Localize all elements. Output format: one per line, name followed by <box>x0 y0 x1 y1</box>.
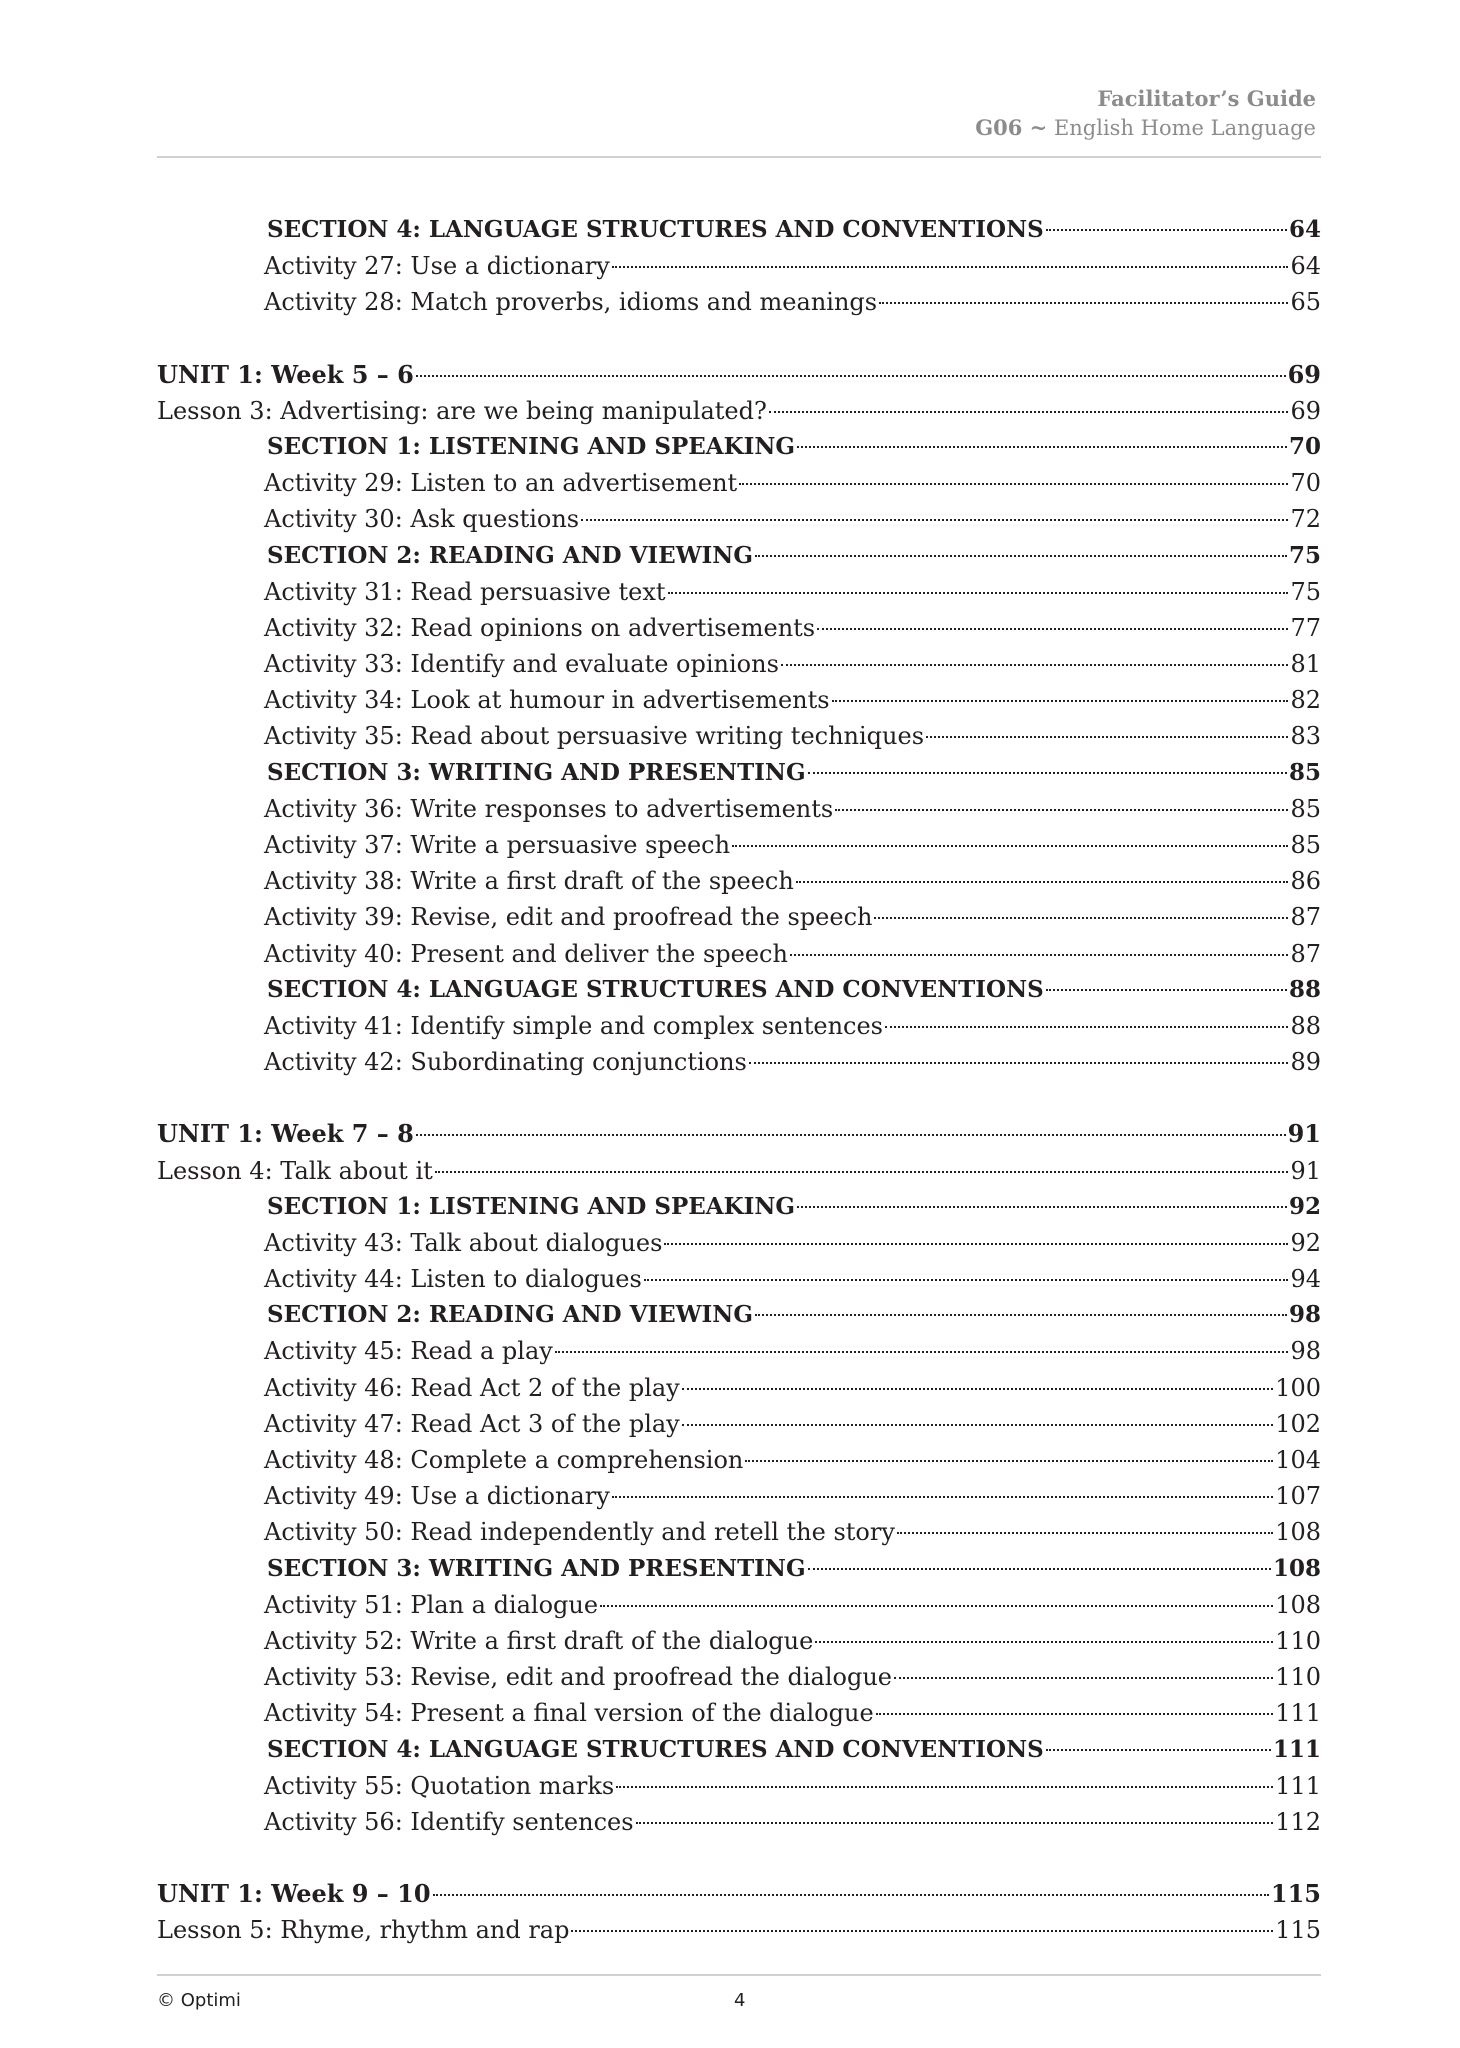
dot-leader <box>1046 1748 1271 1751</box>
toc-entry-label: Activity 44: Listen to dialogues <box>264 1265 642 1294</box>
dot-leader <box>797 1205 1287 1208</box>
header-divider <box>157 156 1321 158</box>
toc-activity-row <box>157 1768 1321 1804</box>
toc-entry-label: Activity 50: Read independently and retell the story <box>264 1518 895 1547</box>
dot-leader <box>885 1025 1288 1028</box>
toc-entry-label: Activity 45: Read a play <box>264 1337 553 1366</box>
toc-entry-page: 87 <box>1290 903 1321 932</box>
toc-entry-page: 108 <box>1275 1518 1321 1547</box>
toc-entry-label: Activity 33: Identify and evaluate opinions <box>264 650 779 679</box>
toc-entry-page: 88 <box>1290 1011 1321 1040</box>
dot-leader <box>879 301 1288 304</box>
dot-leader <box>745 1459 1273 1462</box>
toc-entry-page: 86 <box>1290 867 1321 896</box>
toc-entry-page: 115 <box>1275 1916 1321 1945</box>
toc-activity-row <box>157 1804 1321 1840</box>
toc-entry-page: 70 <box>1288 432 1321 460</box>
dot-leader <box>668 591 1289 594</box>
dot-leader <box>874 916 1288 919</box>
toc-activity-row <box>157 1044 1321 1080</box>
toc-activity-row <box>157 827 1321 863</box>
toc-entry-page: 69 <box>1287 359 1321 389</box>
toc-entry-label: Activity 49: Use a dictionary <box>264 1482 610 1511</box>
dot-leader <box>612 1495 1273 1498</box>
toc-entry-label: Activity 56: Identify sentences <box>264 1807 634 1836</box>
footer-page-number: 4 <box>734 1990 746 2011</box>
toc-activity-row <box>157 1587 1321 1623</box>
toc-entry-page: 98 <box>1288 1301 1321 1329</box>
toc-entry-label: Activity 40: Present and deliver the speech <box>264 939 788 968</box>
toc-entry-label: SECTION 1: LISTENING AND SPEAKING <box>267 432 796 460</box>
dot-leader <box>894 1676 1273 1679</box>
toc-entry-page: 108 <box>1275 1590 1321 1619</box>
toc-activity-row <box>157 1442 1321 1478</box>
dot-leader <box>664 1242 1288 1245</box>
dot-leader <box>416 374 1286 377</box>
toc-entry-page: 64 <box>1288 216 1321 243</box>
toc-entry-page: 94 <box>1290 1265 1321 1294</box>
toc-activity-row <box>157 936 1321 972</box>
toc-unit-row <box>157 1876 1321 1912</box>
toc-activity-row <box>157 574 1321 610</box>
toc-activity-row <box>157 863 1321 899</box>
toc-entry-label: Lesson 3: Advertising: are we being manipulated? <box>157 396 767 425</box>
toc-entry-page: 85 <box>1290 794 1321 823</box>
dot-leader <box>1046 228 1287 231</box>
toc-entry-label: Activity 43: Talk about dialogues <box>264 1228 663 1257</box>
toc-entry-page: 75 <box>1290 577 1321 606</box>
dot-leader <box>876 1712 1274 1715</box>
toc-entry-page: 110 <box>1275 1626 1321 1655</box>
header-grade-code: G06 ~ <box>975 115 1048 140</box>
dot-leader <box>897 1531 1273 1534</box>
dot-leader <box>416 1133 1286 1136</box>
toc-entry-page: 98 <box>1290 1337 1321 1366</box>
toc-entry-page: 115 <box>1270 1879 1321 1909</box>
toc-entry-label: Activity 42: Subordinating conjunctions <box>264 1048 747 1077</box>
toc-activity-row <box>157 284 1321 320</box>
toc-activity-row <box>157 610 1321 646</box>
toc-section-row <box>157 1732 1321 1768</box>
toc-activity-row <box>157 899 1321 935</box>
toc-activity-row <box>157 718 1321 754</box>
toc-activity-row <box>157 682 1321 718</box>
toc-activity-row <box>157 1261 1321 1297</box>
toc-entry-label: Activity 52: Write a first draft of the dialogue <box>264 1626 814 1655</box>
toc-entry-label: Activity 53: Revise, edit and proofread the dialogue <box>264 1663 892 1692</box>
dot-leader <box>835 808 1288 811</box>
toc-entry-page: 111 <box>1272 1735 1321 1763</box>
toc-entry-label: Lesson 5: Rhyme, rhythm and rap <box>157 1916 570 1945</box>
toc-entry-page: 70 <box>1290 469 1321 498</box>
toc-lesson-row <box>157 393 1321 429</box>
toc-entry-label: Activity 34: Look at humour in advertisements <box>264 686 830 715</box>
toc-entry-label: UNIT 1: Week 5 – 6 <box>157 359 414 389</box>
toc-entry-label: Activity 29: Listen to an advertisement <box>264 469 738 498</box>
page-header <box>975 84 1316 143</box>
toc-entry-label: SECTION 3: WRITING AND PRESENTING <box>267 758 806 786</box>
toc-entry-page: 107 <box>1275 1482 1321 1511</box>
toc-activity-row <box>157 1695 1321 1731</box>
toc-section-row <box>157 755 1321 791</box>
dot-leader <box>600 1604 1273 1607</box>
toc-lesson-row <box>157 1153 1321 1189</box>
dot-leader <box>832 699 1289 702</box>
dot-leader <box>797 445 1287 448</box>
dot-leader <box>796 880 1289 883</box>
dot-leader <box>781 663 1289 666</box>
toc-entry-label: Activity 37: Write a persuasive speech <box>264 831 731 859</box>
toc-activity-row <box>157 248 1321 284</box>
dot-leader <box>755 554 1287 557</box>
toc-entry-label: Activity 39: Revise, edit and proofread the speech <box>264 903 873 932</box>
dot-leader <box>682 1387 1273 1390</box>
header-title: Facilitator’s Guide <box>1097 86 1316 111</box>
toc-entry-label: SECTION 4: LANGUAGE STRUCTURES AND CONVENTIONS <box>267 1735 1044 1763</box>
dot-leader <box>1046 988 1287 991</box>
toc-entry-page: 111 <box>1275 1771 1321 1800</box>
toc-entry-page: 102 <box>1275 1409 1321 1438</box>
toc-section-row <box>157 1297 1321 1333</box>
toc-entry-page: 91 <box>1290 1156 1321 1185</box>
toc-entry-label: Activity 51: Plan a dialogue <box>264 1590 599 1619</box>
toc-entry-label: Activity 46: Read Act 2 of the play <box>264 1373 680 1402</box>
toc-entry-page: 83 <box>1290 722 1321 751</box>
header-subtitle <box>975 113 1316 143</box>
toc-lesson-row <box>157 1912 1321 1948</box>
dot-leader <box>926 735 1288 738</box>
dot-leader <box>616 1785 1273 1788</box>
toc-entry-page: 85 <box>1288 758 1321 786</box>
toc-entry-label: SECTION 2: READING AND VIEWING <box>267 1301 753 1329</box>
toc-entry-page: 112 <box>1275 1807 1321 1836</box>
toc-section-row <box>157 1189 1321 1225</box>
toc-entry-label: Activity 38: Write a first draft of the speech <box>264 867 794 896</box>
dot-leader <box>815 1640 1273 1643</box>
toc-entry-label: Activity 55: Quotation marks <box>264 1771 615 1800</box>
dot-leader <box>755 1313 1287 1316</box>
toc-entry-label: Activity 48: Complete a comprehension <box>264 1446 744 1474</box>
toc-entry-page: 104 <box>1275 1446 1321 1474</box>
toc-entry-label: SECTION 1: LISTENING AND SPEAKING <box>267 1192 796 1220</box>
toc-entry-label: Activity 35: Read about persuasive writing techniques <box>264 722 925 751</box>
toc-unit-row <box>157 1116 1321 1152</box>
dot-leader <box>612 265 1289 268</box>
toc-activity-row <box>157 791 1321 827</box>
toc-entry-label: Activity 31: Read persuasive text <box>264 577 666 606</box>
dot-leader <box>739 482 1288 485</box>
toc-entry-label: Activity 36: Write responses to advertisements <box>264 794 834 823</box>
header-subject: English Home Language <box>1047 116 1316 140</box>
toc-entry-label: Activity 41: Identify simple and complex sentences <box>264 1011 883 1040</box>
toc-activity-row <box>157 501 1321 537</box>
dot-leader <box>636 1821 1274 1824</box>
toc-entry-page: 85 <box>1290 831 1321 859</box>
toc-activity-row <box>157 1008 1321 1044</box>
toc-entry-page: 110 <box>1275 1663 1321 1692</box>
toc-entry-label: UNIT 1: Week 9 – 10 <box>157 1879 431 1909</box>
toc-entry-label: SECTION 4: LANGUAGE STRUCTURES AND CONVENTIONS <box>267 216 1044 243</box>
toc-activity-row <box>157 1406 1321 1442</box>
toc-entry-label: SECTION 3: WRITING AND PRESENTING <box>267 1554 806 1582</box>
toc-entry-label: UNIT 1: Week 7 – 8 <box>157 1119 414 1149</box>
toc-entry-label: Activity 54: Present a final version of the dialogue <box>264 1699 874 1728</box>
toc-entry-page: 88 <box>1288 975 1321 1003</box>
toc-entry-page: 69 <box>1290 396 1321 425</box>
toc-entry-page: 77 <box>1290 613 1321 642</box>
dot-leader <box>682 1423 1273 1426</box>
toc-entry-page: 87 <box>1290 939 1321 968</box>
toc-unit-row <box>157 357 1321 393</box>
toc-entry-page: 82 <box>1290 686 1321 715</box>
toc-entry-label: Activity 32: Read opinions on advertisements <box>264 613 816 642</box>
dot-leader <box>433 1893 1269 1896</box>
toc-entry-label: Activity 47: Read Act 3 of the play <box>264 1409 680 1438</box>
toc-entry-page: 65 <box>1290 288 1321 317</box>
toc-entry-page: 91 <box>1287 1119 1321 1149</box>
footer-copyright: © Optimi <box>157 1990 241 2011</box>
dot-leader <box>435 1170 1289 1173</box>
table-of-contents <box>157 212 1321 1948</box>
toc-activity-row <box>157 1623 1321 1659</box>
toc-activity-row <box>157 1514 1321 1550</box>
toc-entry-label: Activity 27: Use a dictionary <box>264 252 610 281</box>
toc-entry-page: 108 <box>1272 1554 1321 1582</box>
toc-activity-row <box>157 1225 1321 1261</box>
toc-section-row <box>157 212 1321 248</box>
toc-activity-row <box>157 465 1321 501</box>
toc-section-row <box>157 972 1321 1008</box>
toc-entry-page: 92 <box>1290 1228 1321 1257</box>
toc-activity-row <box>157 646 1321 682</box>
dot-leader <box>749 1061 1289 1064</box>
dot-leader <box>571 1929 1273 1932</box>
toc-entry-label: Lesson 4: Talk about it <box>157 1156 433 1185</box>
toc-entry-label: SECTION 2: READING AND VIEWING <box>267 541 753 569</box>
dot-leader <box>581 518 1288 521</box>
dot-leader <box>817 627 1288 630</box>
toc-entry-label: Activity 28: Match proverbs, idioms and meanings <box>264 288 878 317</box>
dot-leader <box>555 1350 1289 1353</box>
toc-entry-page: 100 <box>1275 1373 1321 1402</box>
toc-section-row <box>157 1551 1321 1587</box>
toc-entry-page: 92 <box>1288 1192 1321 1220</box>
dot-leader <box>732 844 1288 847</box>
dot-leader <box>790 953 1289 956</box>
toc-entry-page: 72 <box>1290 505 1321 534</box>
toc-section-row <box>157 538 1321 574</box>
toc-entry-page: 111 <box>1275 1699 1321 1728</box>
toc-entry-page: 64 <box>1290 252 1321 281</box>
dot-leader <box>769 410 1289 413</box>
dot-leader <box>808 1567 1271 1570</box>
toc-activity-row <box>157 1333 1321 1369</box>
toc-activity-row <box>157 1659 1321 1695</box>
toc-activity-row <box>157 1370 1321 1406</box>
toc-entry-page: 89 <box>1290 1048 1321 1077</box>
toc-section-row <box>157 429 1321 465</box>
toc-entry-page: 75 <box>1288 541 1321 569</box>
footer-divider <box>157 1974 1321 1976</box>
toc-entry-label: SECTION 4: LANGUAGE STRUCTURES AND CONVENTIONS <box>267 975 1044 1003</box>
dot-leader <box>644 1278 1289 1281</box>
toc-entry-page: 81 <box>1290 650 1321 679</box>
toc-activity-row <box>157 1478 1321 1514</box>
toc-entry-label: Activity 30: Ask questions <box>264 505 580 534</box>
dot-leader <box>808 771 1287 774</box>
